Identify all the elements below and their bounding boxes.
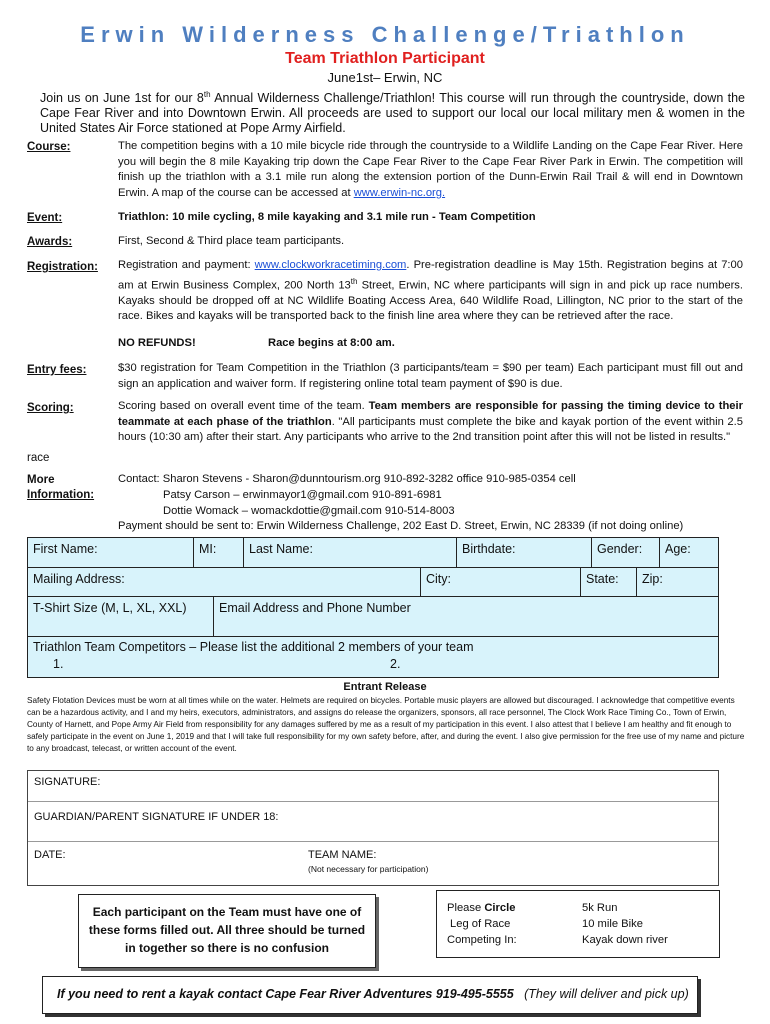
- course-label: Course:: [27, 141, 71, 153]
- release-title: Entrant Release: [343, 681, 427, 693]
- age-field[interactable]: Age:: [659, 538, 718, 567]
- guardian-signature-label: GUARDIAN/PARENT SIGNATURE IF UNDER 18:: [34, 811, 279, 823]
- payment-address: Payment should be sent to: Erwin Wilderness Challenge, 202 East D. Street, Erwin, NC 28339 (if not doing online): [118, 520, 684, 532]
- competitors-row[interactable]: [27, 636, 719, 678]
- leg-instructions: Please Circle Leg of Race Competing In:: [447, 902, 517, 946]
- note-line-1: Each participant on the Team must have one of: [92, 905, 362, 919]
- member-2: 2.: [390, 657, 401, 671]
- release-text: Safety Flotation Devices must be worn at all times while on the water. Helmets are required on bicycles. Portable music players are allowed but discouraged. I acknowledge that competitive events can be a hazardous activity, and I and my heirs, executors, administrators, and assigns do release the organizers, sponsors, all race personnel, The Clock Work Race Timing Co., Town of Erwin, County of Harnett, and Pope Army Air Field from responsibility for any damages suffered by me as a result of my participation in this event. I also attest that I believe I am healthy and fit enough to safely participate in the event on June 1, 2019 and that I will take full responsibility for my own safety before, after, and during the event. I also give permission for the free use of my name and picture to any broadcast, telecast, or written account of the event.: [27, 696, 745, 754]
- registration-label: Registration:: [27, 261, 98, 273]
- note-line-2: these forms filled out. All three should be turned: [88, 923, 366, 937]
- scoring-label: Scoring:: [27, 402, 74, 414]
- tshirt-row: [27, 596, 719, 637]
- kayak-rental-text: If you need to rent a kayak contact Cape Fear River Adventures 919-495-5555: [57, 987, 514, 1001]
- birthdate-field[interactable]: Birthdate:: [456, 538, 591, 567]
- address-row: [27, 567, 719, 597]
- team-forms-note: [78, 894, 376, 968]
- entry-fees-label: Entry fees:: [27, 364, 87, 376]
- option-10-mile-bike[interactable]: 10 mile Bike: [582, 918, 643, 930]
- race-begins: Race begins at 8:00 am.: [268, 337, 395, 349]
- event-text: Triathlon: 10 mile cycling, 8 mile kayaking and 3.1 mile run - Team Competition: [118, 211, 536, 223]
- leg-options: [582, 900, 668, 948]
- gender-field[interactable]: Gender:: [591, 538, 659, 567]
- city-field[interactable]: City:: [420, 568, 580, 596]
- intro-paragraph: Join us on June 1st for our 8th Annual Wilderness Challenge/Triathlon! This course will run through the countryside, down the Cape Fear River and into Downtown Erwin. All proceeds are used to support our local our local military men & women in the United States Air Force stationed at Pope Army Airfield.: [40, 90, 745, 136]
- kayak-rental-paren: (They will deliver and pick up): [524, 987, 689, 1001]
- member-1: 1.: [53, 657, 64, 671]
- state-field[interactable]: State:: [580, 568, 636, 596]
- last-name-field[interactable]: Last Name:: [243, 538, 456, 567]
- contact-patsy: Patsy Carson – erwinmayor1@gmail.com 910-891-6981: [163, 489, 442, 501]
- leg-of-race-box: [436, 890, 720, 958]
- mailing-address-field[interactable]: Mailing Address:: [33, 572, 125, 586]
- email-phone-field[interactable]: Email Address and Phone Number: [213, 597, 718, 636]
- team-name-label: TEAM NAME:: [308, 849, 377, 861]
- information-label: Information:: [27, 489, 95, 501]
- option-kayak[interactable]: Kayak down river: [582, 934, 668, 946]
- competitors-label: Triathlon Team Competitors – Please list the additional 2 members of your team: [33, 640, 474, 654]
- registration-text: Registration and payment: www.clockworkracetiming.com. Pre-registration deadline is May 15th. Registration begins at 7:00 am at Erwin Business Complex, 200 North 13th Street, Erwin, NC where participants will sign in and pick up race numbers. Kayaks should be dropped off at NC Wildlife Boating Access Area, 640 Wildlife Road, Lillington, NC prior to the start of the race. Bikes and kayaks will be transported back to the finish line area where they can be retrieved after the race.: [118, 259, 743, 323]
- kayak-rental-note: [42, 976, 698, 1014]
- option-5k-run[interactable]: 5k Run: [582, 902, 618, 914]
- entry-fees-text: $30 registration for Team Competition in the Triathlon (3 participants/team = $90 per team) Each participant must fill out and sign an application and waiver form. If registering online total team payment of $90 is due.: [118, 362, 743, 390]
- name-row: [27, 537, 719, 568]
- event-dateline: June1st– Erwin, NC: [327, 70, 443, 85]
- date-label: DATE:: [34, 849, 66, 861]
- mi-field[interactable]: MI:: [193, 538, 243, 567]
- awards-text: First, Second & Third place team participants.: [118, 235, 345, 247]
- scoring-text: Scoring based on overall event time of the team. Team members are responsible for passing the timing device to their teammate at each phase of the triathlon. "All participants must complete the bike and kayak portion of the event within 2.5 hours (10:30 am) after their start. Any participants who arrive to the 2nd transition point after this will not be listed in results.": [118, 400, 743, 443]
- tshirt-size-field[interactable]: T-Shirt Size (M, L, XL, XXL): [33, 601, 187, 615]
- awards-label: Awards:: [27, 236, 73, 248]
- course-text: The competition begins with a 10 mile bicycle ride through the countryside to a Wildlife Landing on the Cape Fear River. Here you will begin the 8 mile Kayaking trip down the Cape Fear River to the Cape Fear River Park in Erwin. The competition will finish up the triathlon with a 3.1 mile run along the extension portion of the Dunn-Erwin Rail Trail & will end in Downtown Erwin. A map of the course can be accessed at www.erwin-nc.org.: [118, 140, 743, 199]
- zip-field[interactable]: Zip:: [636, 568, 718, 596]
- team-name-note: (Not necessary for participation): [308, 864, 429, 874]
- signature-label: SIGNATURE:: [34, 776, 101, 788]
- note-line-3: in together so there is no confusion: [124, 941, 329, 955]
- guardian-signature-line[interactable]: [28, 841, 718, 842]
- event-label: Event:: [27, 212, 63, 224]
- clockwork-link[interactable]: www.clockworkracetiming.com: [254, 259, 407, 271]
- competitors-field[interactable]: [28, 637, 718, 677]
- first-name-field[interactable]: First Name:: [33, 542, 98, 556]
- signature-box: [27, 770, 719, 886]
- page-subtitle: Team Triathlon Participant: [285, 50, 485, 67]
- race-word: race: [27, 452, 50, 464]
- erwin-website-link[interactable]: www.erwin-nc.org.: [353, 186, 446, 199]
- contact-dottie: Dottie Womack – womackdottie@gmail.com 910-514-8003: [163, 505, 455, 517]
- page-title: Erwin Wilderness Challenge/Triathlon: [80, 22, 690, 47]
- contact-sharon: Contact: Sharon Stevens - Sharon@dunntourism.org 910-892-3282 office 910-985-0354 cell: [118, 473, 576, 485]
- no-refunds: NO REFUNDS!: [118, 337, 196, 349]
- signature-line[interactable]: [28, 801, 718, 802]
- more-label: More: [27, 474, 55, 486]
